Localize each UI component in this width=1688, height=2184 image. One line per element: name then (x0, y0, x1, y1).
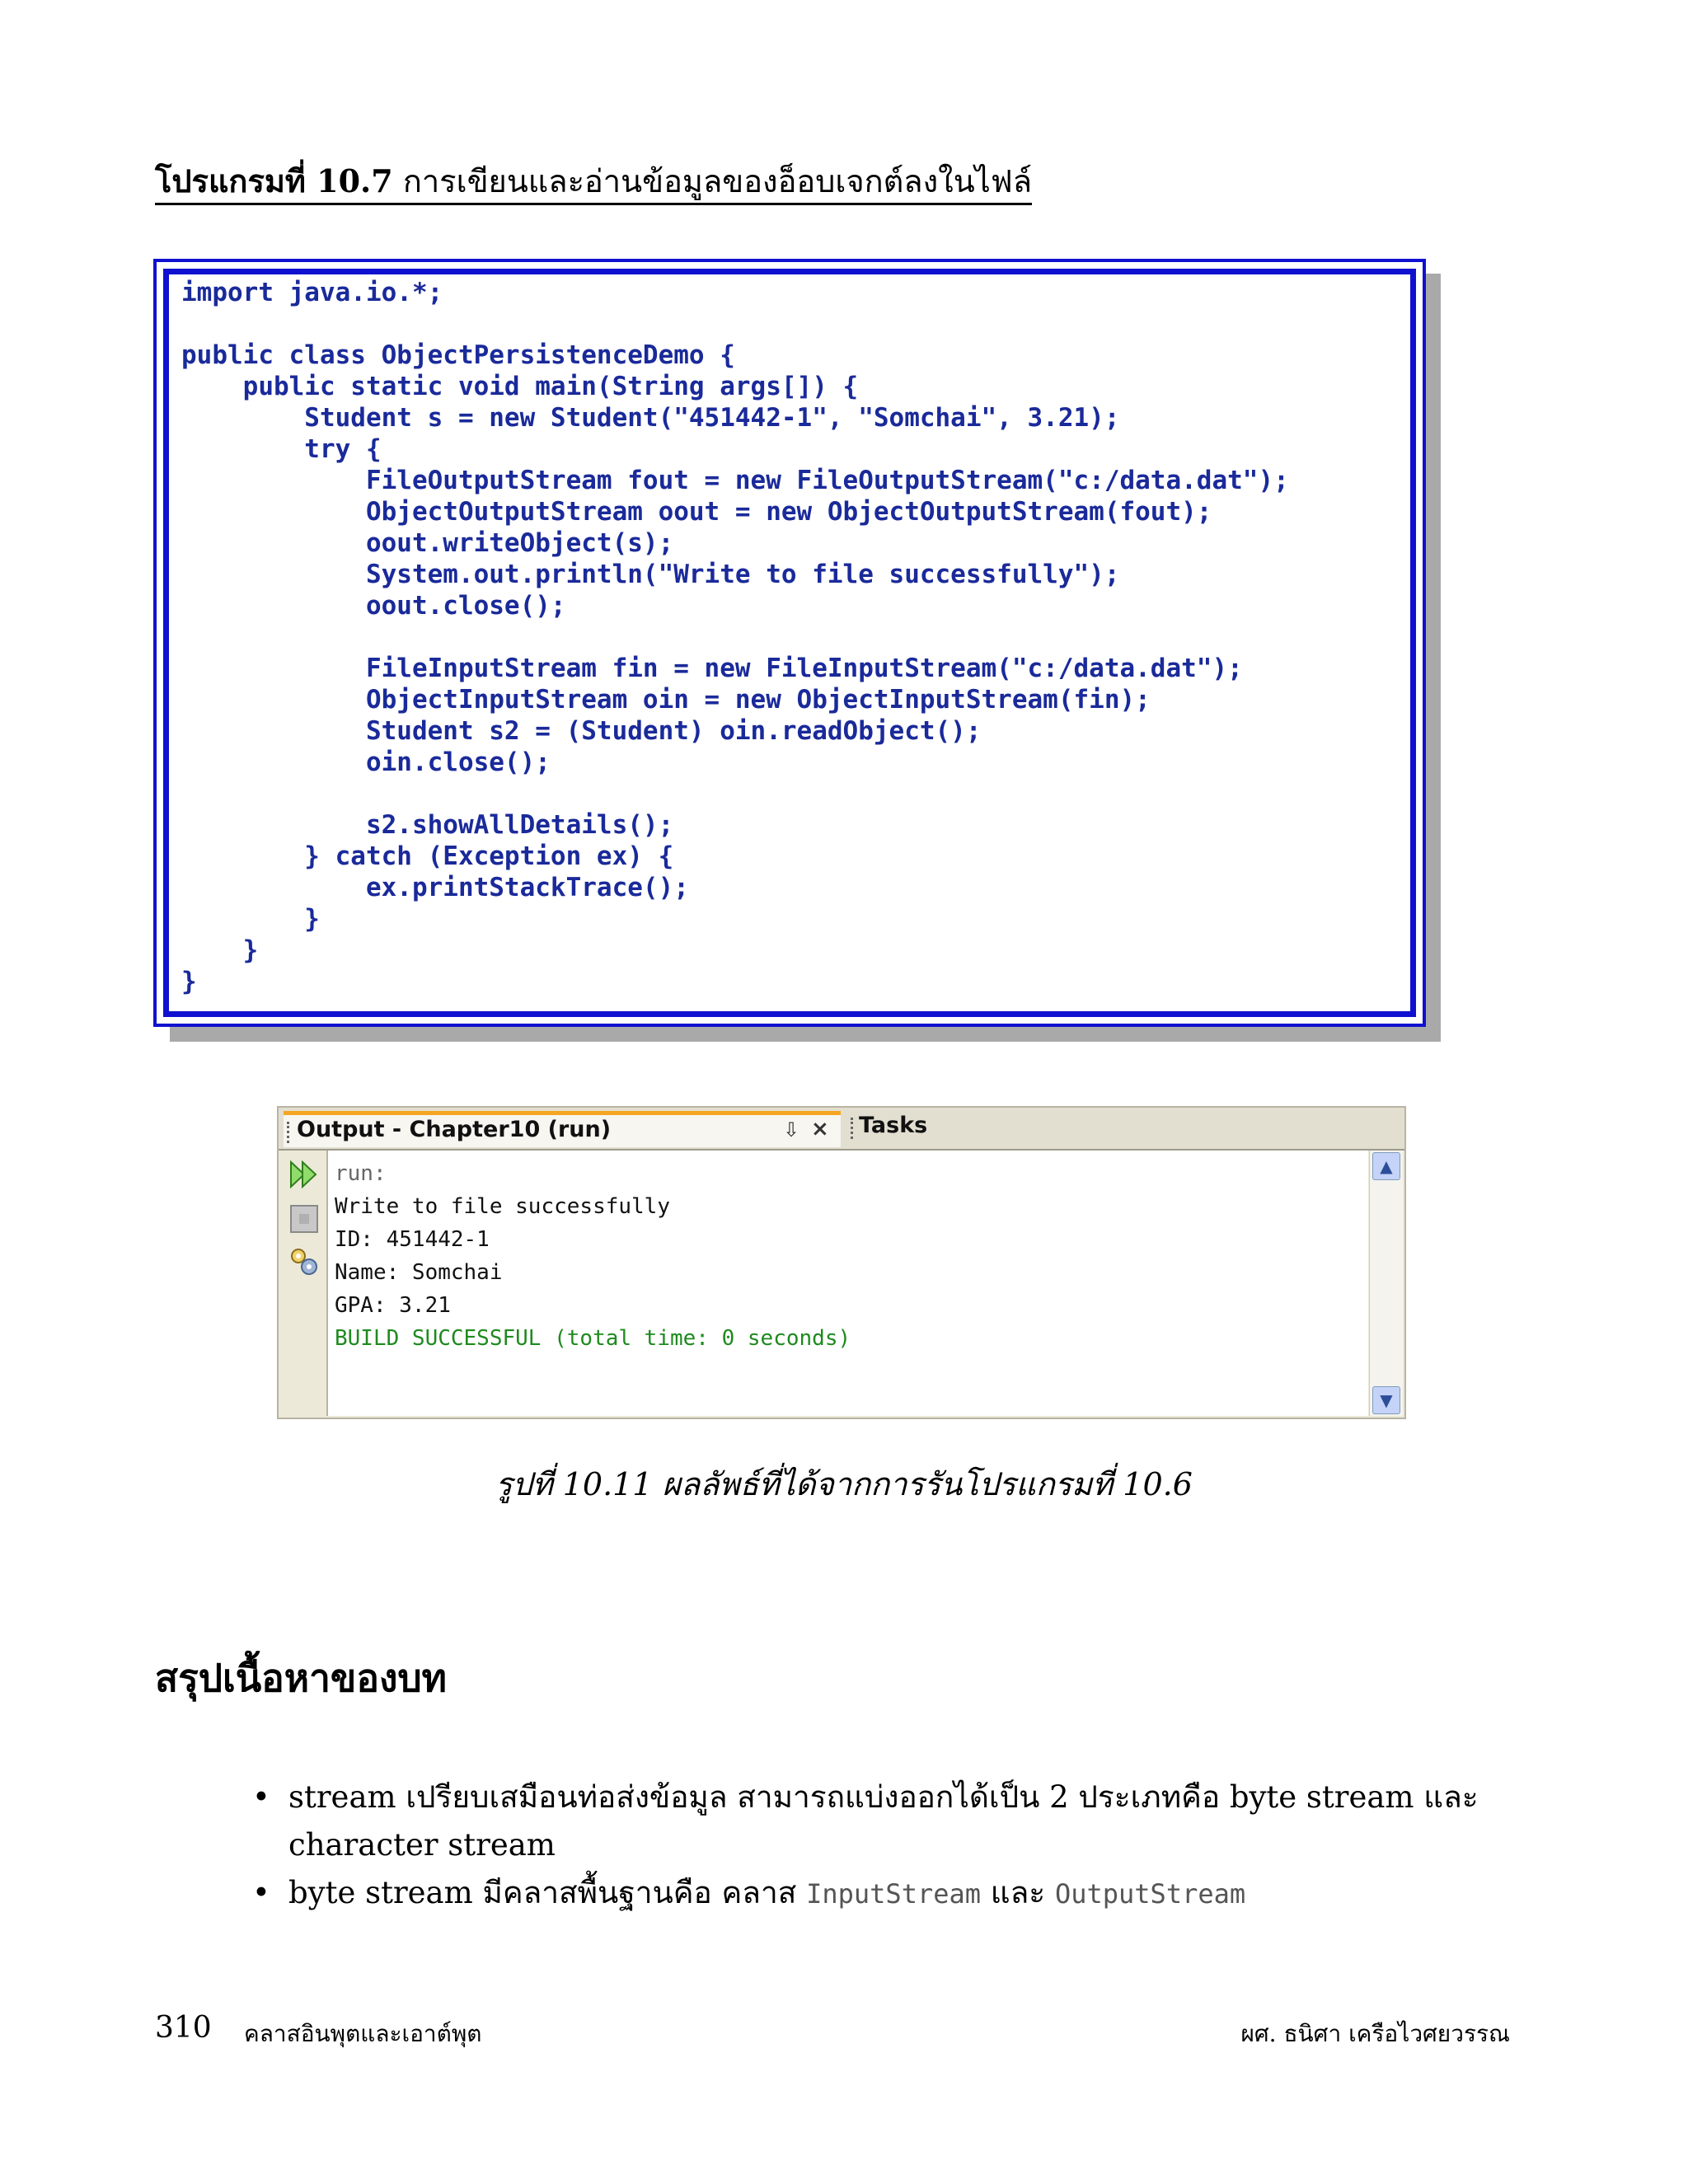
ide-output-toolbar (280, 1151, 328, 1416)
code-line: System.out.println("Write to file successfully"); (181, 560, 1120, 589)
summary-list (252, 1774, 1538, 1918)
code-line: import java.io.*; (181, 278, 443, 307)
code-line: } (181, 967, 197, 996)
section-heading: สรุปเนื้อหาของบท (155, 1656, 447, 1700)
program-caption (155, 162, 1032, 205)
code-line (181, 778, 1289, 809)
list-item-text: stream เปรียบเสมือนท่อส่งข้อมูล สามารถแบ่งออกได้เป็น 2 ประเภทคือ byte stream และ character stream (288, 1779, 1479, 1863)
close-icon[interactable]: × (811, 1117, 829, 1141)
code-line: oin.close(); (181, 748, 551, 777)
code-line: Student s = new Student("451442-1", "Somchai", 3.21); (181, 403, 1120, 433)
settings-icon[interactable] (288, 1246, 320, 1277)
code-listing (181, 277, 1289, 997)
list-item (252, 1774, 1538, 1869)
vertical-scrollbar[interactable] (1369, 1151, 1403, 1416)
code-line: public static void main(String args[]) { (181, 372, 859, 401)
tab-tasks[interactable] (847, 1111, 1012, 1147)
code-line: ObjectOutputStream oout = new ObjectOutputStream(fout); (181, 497, 1212, 527)
code-line: ex.printStackTrace(); (181, 873, 689, 902)
code-line: } (181, 935, 259, 965)
output-line: GPA: 3.21 (335, 1293, 451, 1318)
minimize-icon[interactable]: ⇩ (783, 1118, 800, 1141)
code-line: } catch (Exception ex) { (181, 841, 674, 871)
code-line (181, 308, 1289, 340)
tab-grip (287, 1122, 293, 1143)
ide-output-window (277, 1106, 1406, 1419)
program-caption-label: โปรแกรมที่ 10.7 (155, 162, 393, 199)
code-line: } (181, 904, 320, 934)
code-line: s2.showAllDetails(); (181, 810, 674, 840)
code-line: Student s2 = (Student) oin.readObject(); (181, 716, 982, 746)
list-item-text: และ (990, 1875, 1046, 1910)
ide-output-text (328, 1151, 1368, 1416)
code-line (181, 621, 1289, 653)
code-line: oout.close(); (181, 591, 566, 621)
code-line: ObjectInputStream oin = new ObjectInputStream(fin); (181, 685, 1151, 715)
page-number: 310 (155, 2011, 212, 2045)
stop-icon[interactable] (288, 1203, 320, 1235)
output-line: Name: Somchai (335, 1260, 503, 1285)
tab-tasks-label: Tasks (859, 1113, 928, 1138)
code-line: FileInputStream fin = new FileInputStream("c:/data.dat"); (181, 654, 1243, 683)
output-line: ID: 451442-1 (335, 1227, 490, 1252)
scroll-down-icon[interactable]: ▼ (1372, 1386, 1400, 1414)
tab-grip (851, 1118, 856, 1139)
code-line: oout.writeObject(s); (181, 528, 674, 558)
tab-output-label: Output - Chapter10 (run) (297, 1117, 612, 1142)
footer-author: ผศ. ธนิศา เครือไวศยวรรณ (1240, 2020, 1510, 2047)
rerun-icon[interactable] (288, 1159, 320, 1190)
code-term: InputStream (806, 1878, 982, 1910)
code-line: try { (181, 434, 382, 464)
ide-tab-bar (279, 1108, 1404, 1151)
output-line: BUILD SUCCESSFUL (total time: 0 seconds) (335, 1326, 851, 1351)
list-item-text: byte stream มีคลาสพื้นฐานคือ คลาส (288, 1875, 797, 1910)
code-line: FileOutputStream fout = new FileOutputStream("c:/data.dat"); (181, 466, 1289, 495)
output-line: run: (335, 1161, 387, 1186)
scroll-up-icon[interactable]: ▲ (1372, 1152, 1400, 1180)
program-caption-text: การเขียนและอ่านข้อมูลของอ็อบเจกต์ลงในไฟล์ (402, 163, 1032, 199)
code-term: OutputStream (1054, 1878, 1246, 1910)
list-item (252, 1869, 1538, 1918)
footer-book-title: คลาสอินพุตและเอาต์พุต (244, 2020, 482, 2047)
code-listing-box (153, 259, 1426, 1027)
figure-caption: รูปที่ 10.11 ผลลัพธ์ที่ได้จากการรันโปรแกรมที่ 10.6 (495, 1466, 1193, 1502)
output-line: Write to file successfully (335, 1194, 670, 1219)
code-line: public class ObjectPersistenceDemo { (181, 340, 735, 370)
tab-output[interactable] (284, 1111, 841, 1147)
